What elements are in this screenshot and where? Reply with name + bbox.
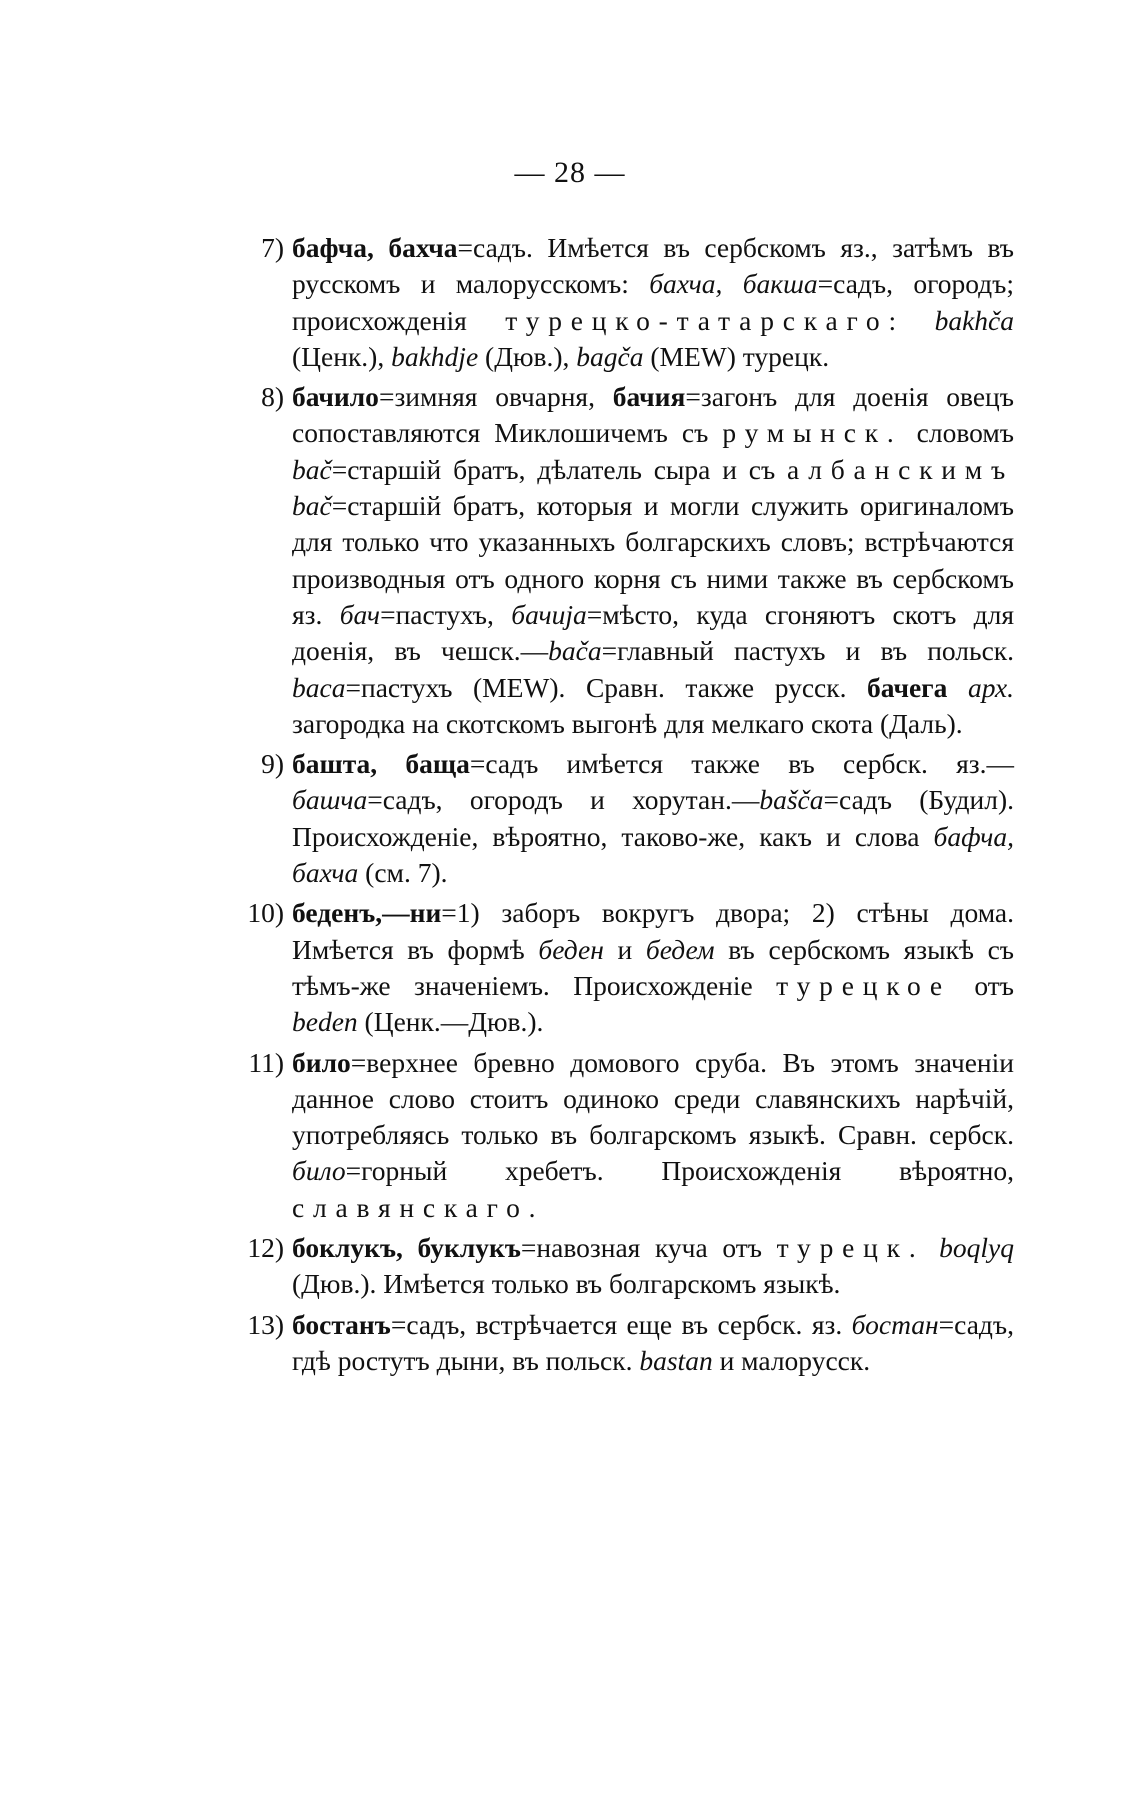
headword: било: [292, 1046, 351, 1078]
spaced-term: турецко-татарскаго: [505, 304, 889, 336]
text-run: (Дюв.). Имѣется только въ болгарскомъ языкѣ.: [292, 1268, 841, 1300]
headword: боклукъ, буклукъ: [292, 1232, 521, 1264]
text-run: =садъ, огородъ и хорутан.—: [367, 784, 760, 816]
cited-form: bakhča: [934, 304, 1014, 336]
text-run: =садъ, гдѣ ростутъ дыни, въ польск.: [292, 1308, 1014, 1376]
entry-text: [292, 381, 1014, 739]
entry-number: 11): [248, 1046, 284, 1078]
text-run: =пастухъ,: [380, 598, 512, 630]
cited-form: бафча, бахча: [292, 820, 1014, 889]
headword: бафча, бахча: [292, 232, 458, 263]
entry-number: 10): [247, 897, 284, 929]
cited-form: bagča: [576, 340, 644, 372]
entry-text: [292, 897, 1014, 1037]
entry-13: [196, 1307, 1014, 1380]
page-number: — 28 —: [514, 156, 626, 189]
entry-text: [292, 1232, 1014, 1299]
entry-number: 7): [261, 232, 284, 263]
headword: бачия: [612, 381, 686, 413]
text-run: и малорусск.: [712, 1344, 871, 1376]
cited-form: bašča: [759, 784, 824, 816]
text-run: словомъ: [902, 417, 1014, 449]
entry-list: [196, 230, 1014, 1383]
entry-number: 13): [247, 1308, 284, 1340]
cited-form: bač: [292, 490, 332, 522]
text-run: =горный хребетъ. Происхожденія вѣроятно,: [345, 1155, 1014, 1187]
cited-form: бедем: [645, 933, 715, 965]
entry-number: 9): [261, 748, 284, 780]
cited-form: било: [292, 1155, 346, 1187]
text-run: =садъ (Будил). Происхожденіе, вѣроятно, таково-же, какъ и слова: [292, 784, 1014, 852]
cited-form: бач: [339, 598, 381, 630]
entry-8: [196, 379, 1014, 742]
headword: беденъ,—ни: [292, 897, 442, 929]
cited-form: арх.: [967, 671, 1014, 703]
headword: бостанъ: [292, 1308, 391, 1340]
entry-10: [196, 895, 1014, 1040]
text-run: =садъ имѣется также въ сербск. яз.—: [469, 748, 1014, 780]
entry-text: [292, 1309, 1014, 1376]
cited-form: baca: [292, 671, 346, 703]
text-run: =зимняя овчарня,: [378, 381, 613, 413]
headword: башта, баща: [292, 748, 470, 780]
entry-number: 8): [261, 381, 284, 413]
text-run: (Ценк.—Дюв.).: [357, 1006, 544, 1038]
cited-form: beden: [292, 1006, 358, 1038]
text-run: (Ценк.),: [292, 340, 392, 372]
text-run: (Дюв.),: [478, 340, 577, 372]
text-run: =главный пастухъ и въ польск.: [601, 635, 1015, 667]
spaced-term: албанскимъ: [787, 453, 1014, 485]
text-run: отъ: [950, 969, 1014, 1001]
cited-form: bača: [548, 635, 602, 667]
cited-form: башча: [292, 784, 368, 816]
text-run: =старшій братъ, которыя и могли служить оригиналомъ для только что указанныхъ болгарскихъ словъ; встрѣчаются производныя отъ одного корня съ ними также въ сербскомъ яз.: [292, 490, 1014, 630]
cited-form: bakhdje: [391, 340, 479, 372]
spaced-term: турецк.: [776, 1232, 925, 1264]
text-run: =верхнее бревно домового сруба. Въ этомъ значеніи данное слово стоитъ одиноко среди славянскихъ нарѣчій, употребляясь только въ болгарскомъ языкѣ. Сравн. сербск.: [292, 1046, 1014, 1151]
text-run: =садъ. Имѣется въ сербскомъ яз., затѣмъ въ русскомъ и малорусскомъ:: [292, 232, 1014, 300]
text-run: загородка на скотскомъ выгонѣ для мелкаго скота (Даль).: [292, 707, 963, 739]
text-run: =навозная куча отъ: [520, 1232, 777, 1264]
headword: бачега: [867, 671, 948, 703]
text-run: (см. 7).: [358, 857, 448, 889]
text-run: =пастухъ (MEW). Сравн. также русск.: [345, 671, 868, 703]
text-run: =садъ, огородъ; происхожденія: [292, 268, 1015, 336]
text-run: [925, 1232, 940, 1263]
entry-text: [292, 1047, 1014, 1223]
text-run: =1) заборъ вокругъ двора; 2) стѣны дома. Имѣется въ формѣ: [292, 897, 1014, 965]
text-run: :: [888, 304, 935, 336]
text-run: (MEW) турецк.: [643, 340, 830, 372]
text-run: =загонъ для доенія овецъ сопоставляются Миклошичемъ съ: [292, 381, 1014, 449]
cited-form: boqlyq: [939, 1232, 1015, 1264]
cited-form: бахча, бакша: [649, 268, 818, 300]
entry-12: [196, 1230, 1014, 1303]
text-run: =мѣсто, куда сгоняютъ скотъ для доенія, въ чешск.—: [292, 598, 1015, 667]
entry-11: [196, 1045, 1014, 1226]
entry-text: [292, 748, 1014, 888]
spaced-term: славянскаго: [292, 1191, 529, 1223]
entry-number: 12): [247, 1232, 284, 1264]
cited-form: bač: [292, 453, 332, 485]
entry-9: [196, 746, 1014, 891]
spaced-term: турецкое: [776, 969, 951, 1001]
text-run: въ сербскомъ языкѣ съ тѣмъ-же значеніемъ. Происхожденіе: [292, 933, 1014, 1001]
cited-form: беден: [538, 933, 604, 965]
cited-form: бачиjа: [511, 598, 587, 630]
cited-form: бостан: [851, 1308, 939, 1340]
text-run: .: [528, 1191, 536, 1223]
entry-text: [292, 232, 1014, 372]
text-run: [947, 672, 968, 703]
entry-7: [196, 230, 1014, 375]
text-run: =старшій братъ, дѣлатель сыра и съ: [331, 453, 787, 485]
spaced-term: румынск.: [722, 417, 903, 449]
headword: бачило: [292, 381, 379, 413]
text-run: и: [603, 933, 646, 965]
text-run: =садъ, встрѣчается еще въ сербск. яз.: [390, 1308, 852, 1340]
cited-form: bastan: [639, 1344, 713, 1376]
